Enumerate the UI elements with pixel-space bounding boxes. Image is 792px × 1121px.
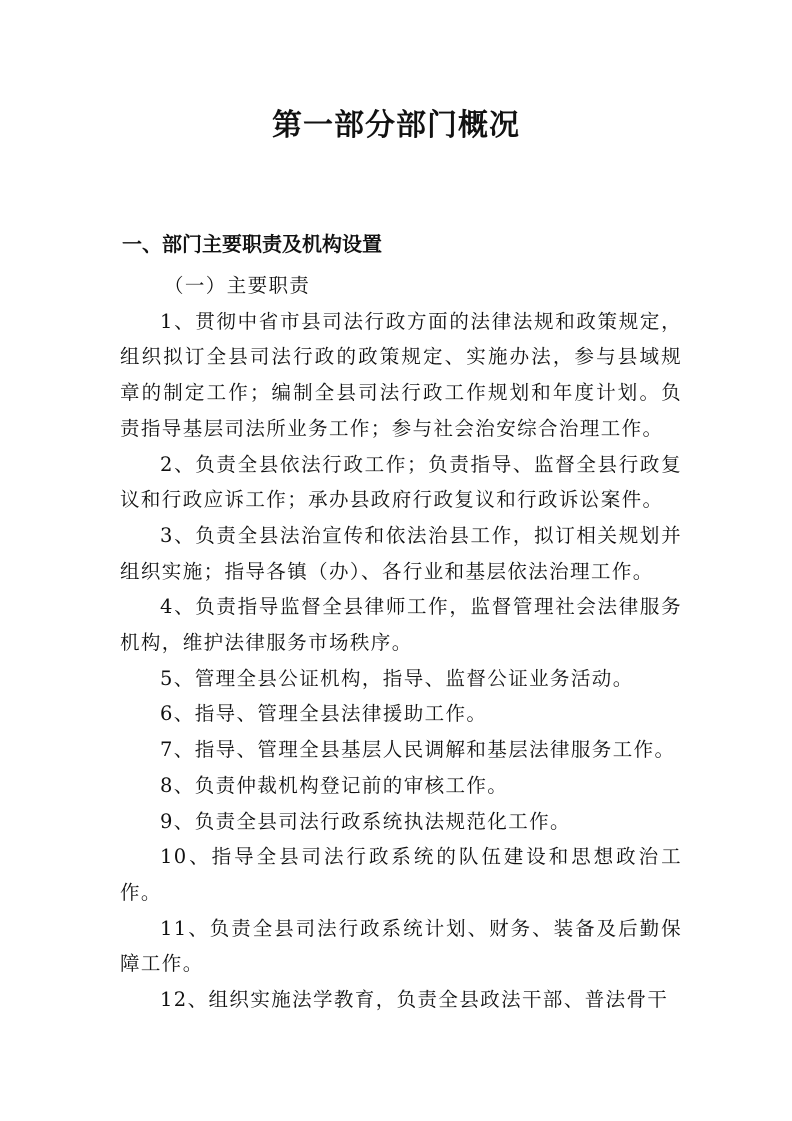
paragraph-8: 8、负责仲裁机构登记前的审核工作。 — [160, 773, 509, 797]
paragraph-6: 6、指导、管理全县法律援助工作。 — [160, 702, 488, 726]
paragraph-9: 9、负责全县司法行政系统执法规范化工作。 — [160, 809, 571, 833]
subsection-heading: （一）主要职责 — [164, 274, 311, 297]
paragraph-11: 11、负责全县司法行政系统计划、财务、装备及后勤保障工作。 — [120, 916, 682, 976]
section-heading: 一、部门主要职责及机构设置 — [122, 232, 382, 256]
paragraph-7: 7、指导、管理全县基层人民调解和基层法律服务工作。 — [160, 738, 676, 762]
paragraph-5: 5、管理全县公证机构，指导、监督公证业务活动。 — [160, 666, 634, 690]
paragraph-12: 12、组织实施法学教育，负责全县政法干部、普法骨干 — [160, 988, 669, 1012]
paragraph-2: 2、负责全县依法行政工作；负责指导、监督全县行政复议和行政应诉工作；承办县政府行政复议和行政诉讼案件。 — [120, 452, 682, 512]
paragraph-3: 3、负责全县法治宣传和依法治县工作，拟订相关规划并组织实施；指导各镇（办）、各行业和基层依法治理工作。 — [120, 523, 682, 583]
paragraph-1: 1、贯彻中省市县司法行政方面的法律法规和政策规定，组织拟订全县司法行政的政策规定、实施办法，参与县域规章的制定工作；编制全县司法行政工作规划和年度计划。负责指导基层司法所业务工作；参与社会治安综合治理工作。 — [120, 309, 682, 440]
page-title: 第一部分部门概况 — [272, 108, 520, 143]
document-body — [120, 268, 682, 1018]
paragraph-10: 10、指导全县司法行政系统的队伍建设和思想政治工作。 — [120, 845, 682, 904]
paragraph-4: 4、负责指导监督全县律师工作，监督管理社会法律服务机构，维护法律服务市场秩序。 — [120, 595, 682, 655]
